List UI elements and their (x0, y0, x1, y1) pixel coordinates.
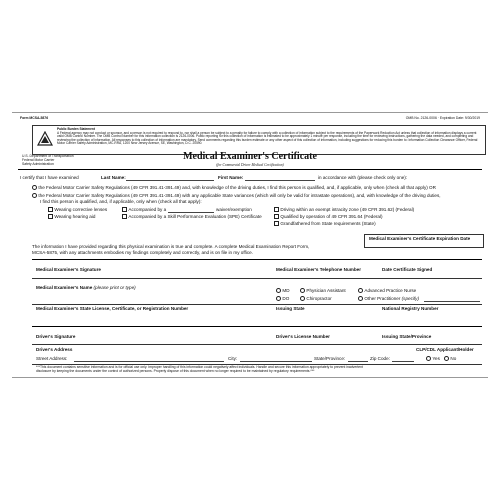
footer-line-1: ***This document contains sensitive information and is for official use only. Improper handling of this information could negatively affect individuals. Handle and secure this information appropriately to prevent inadvertent (36, 365, 364, 369)
check-waiver[interactable] (122, 207, 166, 212)
cred-apn[interactable] (358, 288, 416, 293)
clp-yes[interactable] (426, 356, 440, 361)
examiner-issuing-state-label: Issuing State (276, 306, 305, 311)
cred-md[interactable] (276, 288, 290, 293)
footer-line-2: disclosure by keeping the documents under the control of authorized persons. Properly dispose of this document when no longer required to be maintained by regulatory requirements.*** (36, 369, 315, 373)
first-name-label: First Name: (218, 175, 244, 180)
divider (32, 344, 482, 345)
divider (32, 326, 482, 327)
agency-line-2: Federal Motor Carrier (22, 158, 55, 162)
state-prov-label: State/Province: (314, 356, 346, 361)
other-practitioner-field[interactable] (424, 301, 480, 302)
option-state-line2: I find this person is qualified, and, if applicable, only when (check all that apply): (40, 199, 202, 204)
statement-line-1: The information I have provided regarding this physical examination is true and complete. A complete Medical Examination Report Form, (32, 244, 310, 249)
checkbox[interactable] (274, 214, 279, 219)
cred-chiro[interactable] (300, 296, 332, 301)
divider (32, 259, 482, 260)
divider (32, 304, 482, 305)
cred-do-label: DO (282, 296, 290, 301)
waiver-suffix: waiver/exemption (216, 207, 252, 212)
license-label: Medical Examiner's State License, Certificate, or Registration Number (36, 306, 189, 311)
agency-line-3: Safety Administration (22, 162, 54, 166)
cred-do[interactable] (276, 296, 289, 301)
state-prov-field[interactable] (348, 361, 368, 362)
expiration-label: Medical Examiner's Certificate Expiration Date (369, 236, 471, 241)
check-exempt-label: Driving within an exempt intracity zone (49 CFR 391.62) (Federal) (280, 207, 415, 212)
burden-statement (57, 128, 481, 146)
check-grandfathered[interactable] (274, 221, 376, 226)
checkbox[interactable] (122, 207, 127, 212)
cred-md-label: MD (282, 288, 290, 293)
checkbox[interactable] (122, 214, 127, 219)
cred-other-label: Other Practitioner (364, 296, 401, 301)
last-name-label: Last Name: (101, 175, 126, 180)
clp-no[interactable] (444, 356, 456, 361)
waiver-field[interactable] (168, 212, 214, 213)
check-hearing-label: Wearing hearing aid (54, 214, 96, 219)
radio[interactable] (300, 296, 305, 301)
zip-label: Zip Code: (370, 356, 390, 361)
check-exempt-zone[interactable] (274, 207, 414, 212)
radio[interactable] (276, 296, 281, 301)
last-name-field[interactable] (126, 180, 214, 181)
date-signed-label: Date Certificate Signed (382, 267, 433, 272)
cred-pa[interactable] (300, 288, 346, 293)
form-number: Form MCSA-5876 (20, 116, 49, 120)
divider (32, 278, 482, 279)
form-title: Medical Examiner's Certificate (183, 151, 317, 162)
check-lenses[interactable] (48, 207, 107, 212)
cred-pa-label: Physician Assistant (306, 288, 346, 293)
accordance-text: in accordance with (please check only one): (318, 175, 408, 180)
checkbox[interactable] (48, 207, 53, 212)
cred-other-hint: (specify) (401, 296, 420, 301)
check-grandfathered-label: Grandfathered from State requirements (State) (280, 221, 376, 226)
examiner-name-label: Medical Examiner's Name (36, 285, 93, 290)
dot-seal-icon (37, 131, 53, 147)
radio[interactable] (358, 288, 363, 293)
divider (18, 169, 482, 170)
examiner-phone-label: Medical Examiner's Telephone Number (276, 267, 361, 272)
radio[interactable] (358, 296, 363, 301)
check-spe-label: Accompanied by a Skill Performance Evaluation (SPE) Certificate (128, 214, 262, 219)
option-fmcsr-label: the Federal Motor Carrier Safety Regulations (49 CFR 391.41-391.49) and, with knowledge of the driving duties, I find this person is qualified, and, if applicable, only when (check all that apply) OR (38, 185, 436, 190)
radio[interactable] (276, 288, 281, 293)
checkbox[interactable] (274, 207, 279, 212)
option-fmcsr[interactable] (32, 185, 436, 190)
option-state-variances[interactable] (32, 193, 441, 198)
omb-number: OMB No. 2126-0006 · Expiration Date: 9/30/2019 (405, 116, 480, 120)
check-waiver-label: Accompanied by a (128, 207, 167, 212)
examiner-signature-label: Medical Examiner's Signature (36, 267, 101, 272)
agency-line-1: U.S. Department of Transportation (22, 154, 74, 158)
radio[interactable] (300, 288, 305, 293)
burden-text: A Federal agency may not conduct or sponsor, and a person is not required to respond to, nor shall a person be subject to a penalty for failure to comply with a collection of information subject to the requirements of the Paperwork Reduction Act unless that collection of information displays a current valid OMB Control Number. The OMB Control Number for this information collection is 2126-0006. Public reporting for this collection of information is estimated to be approximately 1 minute per response, including the time for reviewing instructions, gathering the data needed, and completing and reviewing the collection of information. All responses to this collection of information are mandatory. Send comments regarding this burden estimate or any other aspect of this collection of information, including suggestions for reducing this burden to: Information Collection Clearance Officer, Federal Motor Carrier Safety Administration, MC-RRA, 1200 New Jersey Avenue, SE, Washington, D.C. 20590. (57, 130, 478, 146)
city-label: City: (228, 356, 238, 361)
burden-title: Public Burden Statement (57, 127, 95, 131)
option-state-label: the Federal Motor Carrier Safety Regulations (49 CFR 391.41-391.49) with any applicable State variances (which will only be valid for intrastate operations), and, with knowledge of the driving duties, (38, 193, 441, 198)
option-state-radio[interactable] (32, 193, 37, 198)
check-lenses-label: Wearing corrective lenses (54, 207, 108, 212)
city-field[interactable] (240, 361, 312, 362)
driver-signature-label: Driver's Signature (36, 334, 76, 339)
check-spe[interactable] (122, 214, 262, 219)
registry-label: National Registry Number (382, 306, 439, 311)
examiner-name-row (36, 285, 136, 290)
checkbox[interactable] (274, 221, 279, 226)
check-hearing[interactable] (48, 214, 95, 219)
radio[interactable] (444, 356, 449, 361)
form-subtitle: (for Commercial Driver Medical Certification) (216, 163, 284, 167)
expiration-date-box[interactable] (364, 234, 484, 248)
clp-yes-label: Yes (432, 356, 440, 361)
certify-intro: I certify that I have examined (20, 175, 79, 180)
check-qualified-label: Qualified by operation of 49 CFR 391.64 (Federal) (280, 214, 383, 219)
statement-line-2: MCSA-5875, with any attachments embodies my findings completely and correctly, and is on file in my office. (32, 250, 253, 255)
certificate-form (12, 112, 488, 378)
option-fmcsr-radio[interactable] (32, 185, 37, 190)
examiner-name-hint: (please print or type) (93, 285, 136, 290)
cred-apn-label: Advanced Practice Nurse (364, 288, 417, 293)
street-field[interactable] (74, 361, 224, 362)
checkbox[interactable] (48, 214, 53, 219)
driver-address-label: Driver's Address (36, 347, 73, 352)
zip-field[interactable] (392, 361, 414, 362)
cred-chiro-label: Chiropractor (306, 296, 332, 301)
street-label: Street Address: (36, 356, 68, 361)
cred-other[interactable] (358, 296, 419, 301)
driver-state-label: Issuing State/Province (382, 334, 432, 339)
driver-license-label: Driver's License Number (276, 334, 330, 339)
check-qualified-op[interactable] (274, 214, 383, 219)
radio[interactable] (426, 356, 431, 361)
clp-no-label: No (450, 356, 457, 361)
first-name-field[interactable] (245, 180, 315, 181)
clp-label: CLP/CDL Applicant/Holder (416, 347, 474, 352)
